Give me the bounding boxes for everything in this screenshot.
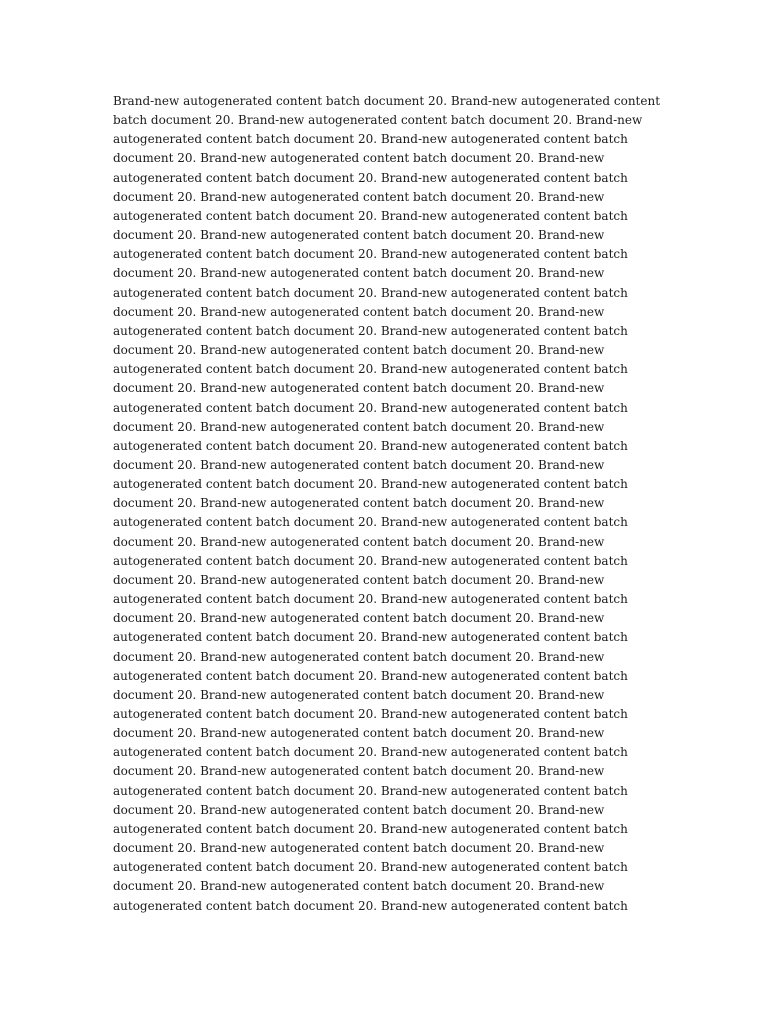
text-line: document 20. Brand-new autogenerated content batch document 20. Brand-new [113,611,605,626]
text-line: document 20. Brand-new autogenerated content batch document 20. Brand-new [113,457,605,472]
text-line: document 20. Brand-new autogenerated content batch document 20. Brand-new [113,802,605,817]
text-line: document 20. Brand-new autogenerated content batch document 20. Brand-new [113,534,605,549]
text-line: autogenerated content batch document 20. Brand-new autogenerated content batch [113,668,628,683]
text-line: autogenerated content batch document 20. Brand-new autogenerated content batch [113,362,628,377]
text-line: document 20. Brand-new autogenerated content batch document 20. Brand-new [113,572,605,587]
text-line: document 20. Brand-new autogenerated content batch document 20. Brand-new [113,304,605,319]
text-line: Brand-new autogenerated content batch document 20. Brand-new autogenerated content [113,94,661,108]
text-line: document 20. Brand-new autogenerated content batch document 20. Brand-new [113,764,605,779]
text-line: autogenerated content batch document 20. Brand-new autogenerated content batch [113,323,628,338]
text-line: autogenerated content batch document 20. Brand-new autogenerated content batch [113,247,628,262]
text-line: document 20. Brand-new autogenerated content batch document 20. Brand-new [113,496,605,511]
text-line: autogenerated content batch document 20. Brand-new autogenerated content batch [113,630,628,645]
text-line: autogenerated content batch document 20. Brand-new autogenerated content batch [113,170,628,185]
text-line: document 20. Brand-new autogenerated content batch document 20. Brand-new [113,841,605,856]
text-line: document 20. Brand-new autogenerated content batch document 20. Brand-new [113,228,605,243]
text-line: document 20. Brand-new autogenerated content batch document 20. Brand-new [113,419,605,434]
text-line: document 20. Brand-new autogenerated content batch document 20. Brand-new [113,726,605,741]
text-line: batch document 20. Brand-new autogenerated content batch document 20. Brand-new [113,113,643,128]
text-line: autogenerated content batch document 20. Brand-new autogenerated content batch [113,821,628,836]
text-line: autogenerated content batch document 20. Brand-new autogenerated content batch [113,132,628,147]
text-line: autogenerated content batch document 20. Brand-new autogenerated content batch [113,553,628,568]
text-line: autogenerated content batch document 20. Brand-new autogenerated content batch [113,898,628,913]
body-paragraph [113,92,673,916]
text-line: document 20. Brand-new autogenerated content batch document 20. Brand-new [113,266,605,281]
text-line: document 20. Brand-new autogenerated content batch document 20. Brand-new [113,649,605,664]
text-line: autogenerated content batch document 20. Brand-new autogenerated content batch [113,208,628,223]
text-line: autogenerated content batch document 20. Brand-new autogenerated content batch [113,515,628,530]
text-line: autogenerated content batch document 20. Brand-new autogenerated content batch [113,707,628,721]
text-line: document 20. Brand-new autogenerated content batch document 20. Brand-new [113,343,605,358]
text-line: document 20. Brand-new autogenerated content batch document 20. Brand-new [113,879,605,894]
text-line: document 20. Brand-new autogenerated content batch document 20. Brand-new [113,381,605,396]
text-line: autogenerated content batch document 20. Brand-new autogenerated content batch [113,285,628,300]
text-line: autogenerated content batch document 20. Brand-new autogenerated content batch [113,477,628,492]
text-line: autogenerated content batch document 20. Brand-new autogenerated content batch [113,860,628,875]
text-line: autogenerated content batch document 20. Brand-new autogenerated content batch [113,400,628,415]
text-line: autogenerated content batch document 20. Brand-new autogenerated content batch [113,783,628,798]
text-line: document 20. Brand-new autogenerated content batch document 20. Brand-new [113,189,605,204]
text-line: autogenerated content batch document 20. Brand-new autogenerated content batch [113,592,628,607]
text-line: autogenerated content batch document 20. Brand-new autogenerated content batch [113,745,628,760]
text-line: document 20. Brand-new autogenerated content batch document 20. Brand-new [113,151,605,166]
text-line: autogenerated content batch document 20. Brand-new autogenerated content batch [113,438,628,453]
text-line: document 20. Brand-new autogenerated content batch document 20. Brand-new [113,687,605,702]
